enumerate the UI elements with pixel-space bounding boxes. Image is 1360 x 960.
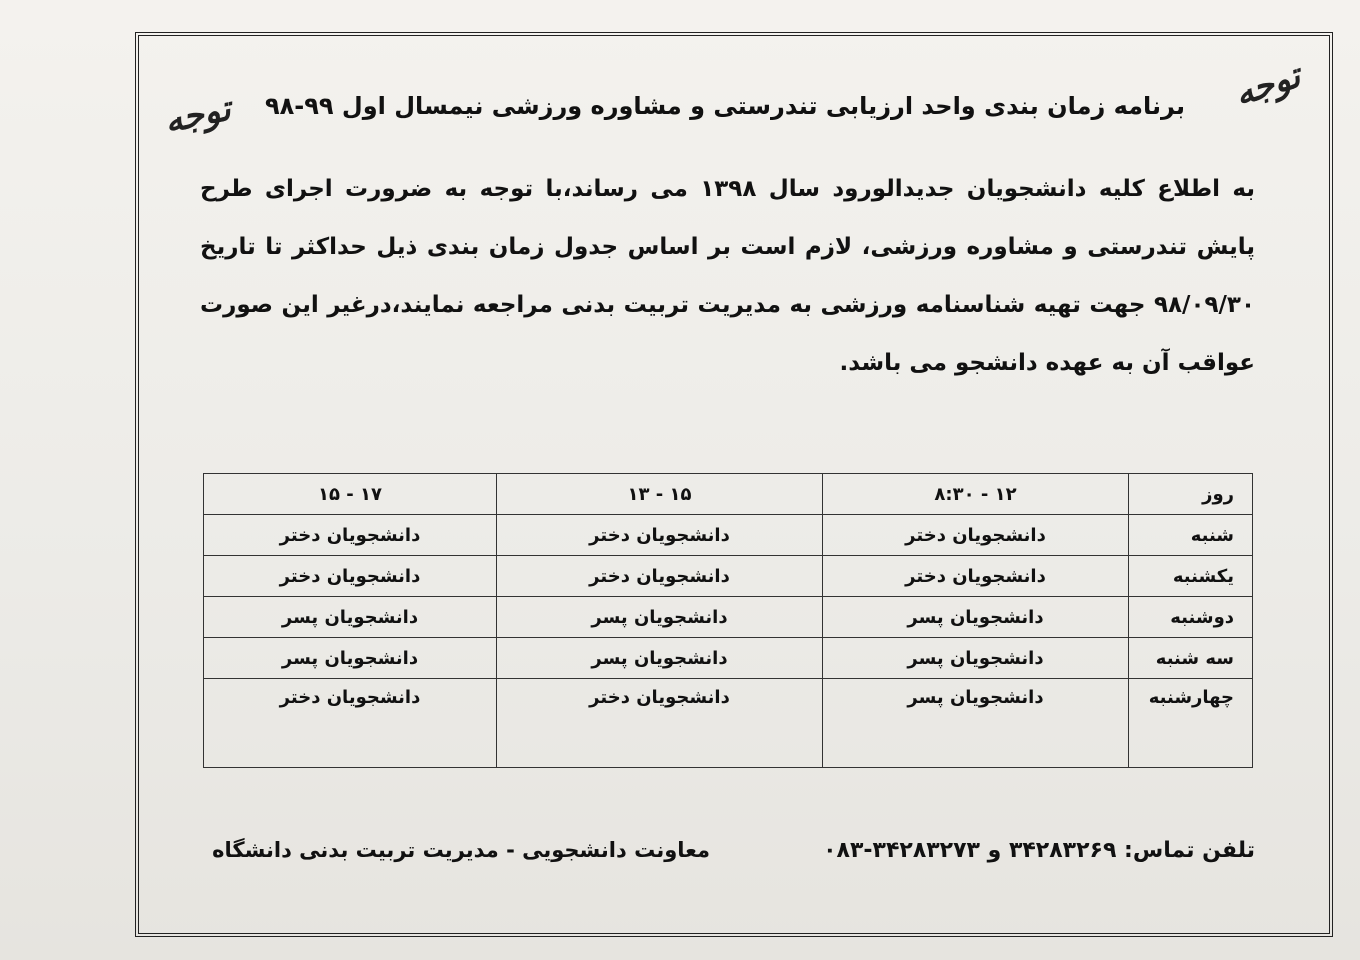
- table-row: [204, 515, 1253, 556]
- schedule-cell: دانشجویان پسر: [823, 679, 1129, 768]
- schedule-cell: دانشجویان پسر: [497, 638, 823, 679]
- contact-phone: تلفن تماس: ۳۴۲۸۳۲۶۹ و ۳۴۲۸۳۲۷۳-۰۸۳: [823, 838, 1255, 863]
- attention-stamp-text: توجه: [160, 88, 235, 142]
- day-cell: شنبه: [1129, 515, 1253, 556]
- attention-stamp-text: توجه: [1229, 55, 1306, 115]
- schedule-cell: دانشجویان پسر: [497, 597, 823, 638]
- schedule-cell: دانشجویان دختر: [823, 515, 1129, 556]
- schedule-cell: دانشجویان دختر: [497, 515, 823, 556]
- schedule-cell: دانشجویان پسر: [204, 597, 497, 638]
- department-signature: معاونت دانشجویی - مدیریت تربیت بدنی دانشگاه: [212, 838, 710, 862]
- day-cell: سه شنبه: [1129, 638, 1253, 679]
- schedule-cell: دانشجویان دختر: [204, 679, 497, 768]
- schedule-cell: دانشجویان دختر: [823, 556, 1129, 597]
- schedule-cell: دانشجویان دختر: [204, 556, 497, 597]
- day-cell: یکشنبه: [1129, 556, 1253, 597]
- header-day: روز: [1129, 474, 1253, 515]
- document-title: برنامه زمان بندی واحد ارزیابی تندرستی و مشاوره ورزشی نیمسال اول ۹۹-۹۸: [264, 92, 1185, 120]
- schedule-cell: دانشجویان پسر: [823, 638, 1129, 679]
- table-row: [204, 597, 1253, 638]
- header-slot-3: ۱۷ - ۱۵: [204, 474, 497, 515]
- table-header-row: [204, 474, 1253, 515]
- schedule-cell: دانشجویان پسر: [204, 638, 497, 679]
- day-cell: دوشنبه: [1129, 597, 1253, 638]
- schedule-table: [203, 473, 1253, 768]
- header-slot-2: ۱۵ - ۱۳: [497, 474, 823, 515]
- table-row: [204, 638, 1253, 679]
- day-cell: چهارشنبه: [1129, 679, 1253, 768]
- header-slot-1: ۱۲ - ۸:۳۰: [823, 474, 1129, 515]
- table-row: [204, 679, 1253, 768]
- schedule-cell: دانشجویان دختر: [204, 515, 497, 556]
- schedule-cell: دانشجویان پسر: [823, 597, 1129, 638]
- table-row: [204, 556, 1253, 597]
- announcement-paragraph: به اطلاع کلیه دانشجویان جدیدالورود سال ۱۳۹۸ می رساند،با توجه به ضرورت اجرای طرح پایش تندرستی و مشاوره ورزشی، لازم است بر اساس جدول زمان بندی ذیل حداکثر تا تاریخ ۹۸/۰۹/۳۰ جهت تهیه شناسنامه ورزشی به مدیریت تربیت بدنی مراجعه نمایند،درغیر این صورت عواقب آن به عهده دانشجو می باشد.: [200, 176, 1255, 376]
- schedule-cell: دانشجویان دختر: [497, 679, 823, 768]
- schedule-cell: دانشجویان دختر: [497, 556, 823, 597]
